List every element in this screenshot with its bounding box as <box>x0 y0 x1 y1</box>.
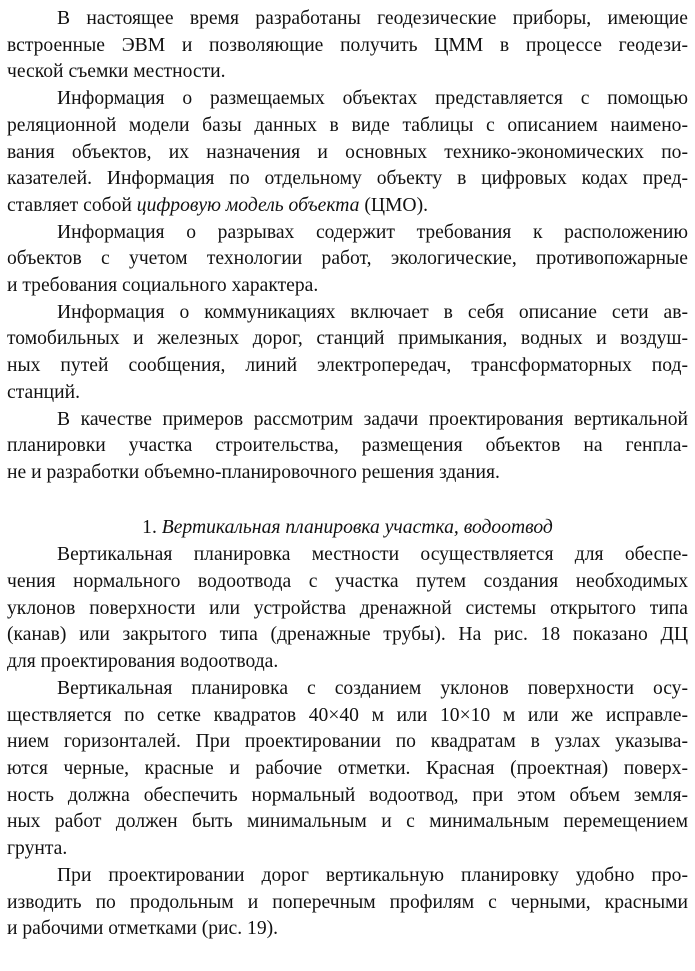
text-line: Информация о разрывах содержит требования к расположению <box>57 221 688 243</box>
text-line: Информация о коммуникациях включает в себя описание сети ав- <box>57 301 688 323</box>
section-title: Вертикальная планировка участка, водоотвод <box>161 516 553 538</box>
paragraph-gaps-information <box>7 220 688 300</box>
text-line: Вертикальная планировка местности осуществляется для обеспе- <box>57 544 688 566</box>
text-line: ных путей сообщения, линий электропередач, трансформаторных под- <box>7 355 688 377</box>
paragraph-examples <box>7 407 688 487</box>
text-line: реляционной модели базы данных в виде таблицы с описанием наимено- <box>7 114 688 136</box>
text-line: и требования социального характера. <box>7 275 319 297</box>
text-line: ных работ должен быть минимальным и с минимальным перемещением <box>7 811 688 833</box>
text-line: станций. <box>7 381 81 403</box>
text-line: При проектировании дорог вертикальную планировку удобно про- <box>57 864 688 886</box>
text-line: томобильных и железных дорог, станций примыкания, водных и воздуш- <box>7 328 688 350</box>
paragraph-communications-information <box>7 300 688 407</box>
text-line: ческой съемки местности. <box>7 61 226 83</box>
paragraph-vertical-planning <box>7 542 688 676</box>
text-line: ются черные, красные и рабочие отметки. Красная (проектная) поверх- <box>7 757 688 779</box>
text-line: объектов с учетом технологии работ, экологические, противопожарные <box>7 248 688 270</box>
text-fragment: (ЦМО). <box>359 194 428 216</box>
paragraph-object-information <box>7 86 688 220</box>
text-line: Информация о размещаемых объектах представляется с помощью <box>57 88 688 110</box>
section-heading <box>7 487 688 543</box>
text-line: чения нормального водоотвода с участка путем создания необходимых <box>7 571 688 593</box>
text-line: Вертикальная планировка с созданием уклонов поверхности осу- <box>57 677 688 699</box>
text-line: и рабочими отметками (рис. 19). <box>7 918 279 940</box>
document-page <box>7 6 688 943</box>
section-number: 1. <box>142 516 157 538</box>
text-line: В настоящее время разработаны геодезические приборы, имеющие <box>57 8 688 29</box>
text-line: изводить по продольным и поперечным профилям с черными, красными <box>7 891 688 913</box>
text-line: не и разработки объемно-планировочного решения здания. <box>7 461 500 483</box>
text-line: В качестве примеров рассмотрим задачи проектирования вертикальной <box>57 408 688 430</box>
text-line: нием горизонталей. При проектировании по квадратам в узлах указыва- <box>7 731 688 753</box>
text-fragment: ставляет собой <box>7 194 137 216</box>
text-line: (канав) или закрытого типа (дренажные трубы). На рис. 18 показано ДЦ <box>7 624 688 646</box>
paragraph-slopes-grid <box>7 676 688 863</box>
text-line: вания объектов, их назначения и основных технико-экономических по- <box>7 141 688 163</box>
paragraph-geodetic-instruments <box>7 6 688 86</box>
text-line: казателей. Информация по отдельному объекту в цифровых кодах пред- <box>7 168 688 190</box>
text-line: ществляется по сетке квадратов 40×40 м или 10×10 м или же исправле- <box>7 704 688 726</box>
text-line: уклонов поверхности или устройства дренажной системы открытого типа <box>7 597 688 619</box>
text-line: планировки участка строительства, размещения объектов на генпла- <box>7 435 688 457</box>
text-line: для проектирования водоотвода. <box>7 651 279 673</box>
text-line: грунта. <box>7 838 68 860</box>
paragraph-road-design <box>7 863 688 943</box>
text-line: ность должна обеспечить нормальный водоотвод, при этом объем земля- <box>7 784 688 806</box>
italic-term: цифровую модель объекта <box>136 194 360 216</box>
text-line <box>7 193 688 220</box>
text-line: встроенные ЭВМ и позволяющие получить ЦММ в процессе геодези- <box>7 34 688 56</box>
